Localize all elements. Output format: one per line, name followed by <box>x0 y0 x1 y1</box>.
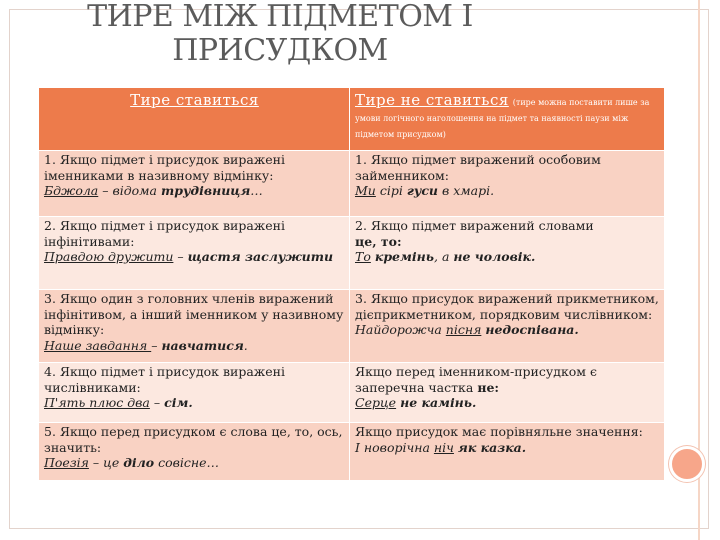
header-dash-used <box>39 88 350 151</box>
example-text: Найдорожча <box>355 322 446 337</box>
rule-keywords: не: <box>477 379 500 395</box>
predicate-word: щастя заслужити <box>187 249 334 264</box>
header-col1-label: Тире ставиться <box>130 91 259 109</box>
rule-cell-right <box>350 423 665 481</box>
subject-word: То <box>355 249 371 264</box>
subject-word: Бджола <box>44 183 99 198</box>
example-text: – це <box>88 455 124 470</box>
example-text: – <box>149 395 165 410</box>
table-row <box>39 423 665 481</box>
rule-example <box>44 338 345 354</box>
example-text: – <box>151 337 162 353</box>
predicate-word: не камінь. <box>400 395 477 410</box>
header-dash-not-used <box>350 88 665 151</box>
example-text: совісне… <box>154 455 220 470</box>
subject-word: Поезія <box>44 455 89 470</box>
example-text: , а <box>434 249 454 264</box>
rule-example <box>355 322 660 338</box>
table-header-row <box>39 88 665 151</box>
rule-text: 3. Якщо один з головних членів виражений інфінітивом, а інший іменником у називному відмінку: <box>44 291 344 337</box>
subject-word: П'ять плюс два <box>44 395 150 410</box>
rules-table <box>38 87 665 481</box>
example-text: – <box>173 249 188 264</box>
rule-cell-right <box>350 151 665 217</box>
example-text: . <box>243 337 248 353</box>
predicate-word: не чоловік. <box>453 249 536 264</box>
rule-text: Якщо перед іменником-присудком є заперечна частка <box>355 364 597 395</box>
rule-text: 5. Якщо перед присудком є слова це, то, ось, значить: <box>44 424 343 455</box>
predicate-word: навчатися <box>161 337 244 353</box>
predicate-word: сім. <box>164 395 193 410</box>
predicate-word: недоспівана. <box>485 322 579 337</box>
example-text: … <box>250 183 263 198</box>
table-row <box>39 363 665 423</box>
subject-word: ніч <box>433 439 454 455</box>
rule-example <box>355 183 660 199</box>
header-col2-note: (тире можна поставити лише за умови логічного наголошення на підмет та наявності паузи між підметом присудком) <box>355 98 650 139</box>
example-text: – відома <box>98 183 161 198</box>
rule-example <box>355 249 660 265</box>
rule-cell-right <box>350 217 665 290</box>
rule-example <box>355 440 660 456</box>
predicate-word: як казка. <box>457 439 527 455</box>
rule-cell-left <box>39 151 350 217</box>
example-text: сірі <box>375 183 407 198</box>
subject-word: Ми <box>355 183 376 198</box>
predicate-word: гуси <box>406 183 439 198</box>
subject-word: Правдою дружити <box>44 249 174 264</box>
subject-word: Наше завдання <box>44 337 152 353</box>
rule-text: 2. Якщо підмет виражений словами <box>355 218 594 233</box>
table-row <box>39 151 665 217</box>
rule-text: 1. Якщо підмет виражений особовим займенником: <box>355 152 601 183</box>
rule-example <box>355 395 660 411</box>
rule-text: 3. Якщо присудок виражений прикметником, дієприкметником, порядковим числівником: <box>355 291 659 322</box>
rule-cell-left <box>39 217 350 290</box>
rule-keywords: це, то: <box>355 233 402 249</box>
rule-cell-right <box>350 363 665 423</box>
subject-word: Серце <box>355 395 397 410</box>
table-row <box>39 290 665 363</box>
rule-text: 4. Якщо підмет і присудок виражені числівниками: <box>44 364 286 395</box>
rule-example <box>44 455 345 471</box>
rule-text: Якщо присудок має порівняльне значення: <box>355 424 643 439</box>
rule-cell-left <box>39 290 350 363</box>
example-text: в хмарі. <box>438 183 495 198</box>
table-row <box>39 217 665 290</box>
rule-text: 2. Якщо підмет і присудок виражені інфінітивами: <box>44 218 286 249</box>
rule-example <box>44 395 345 411</box>
slide-title: ТИРЕ МІЖ ПІДМЕТОМ І ПРИСУДКОМ <box>87 0 473 68</box>
rule-cell-right <box>350 290 665 363</box>
predicate-word: кремінь <box>374 249 435 264</box>
predicate-word: діло <box>123 455 155 470</box>
header-col2-label: Тире не ставиться <box>355 91 509 109</box>
rule-cell-left <box>39 423 350 481</box>
rule-example <box>44 183 345 199</box>
rule-example <box>44 249 345 265</box>
rule-text: 1. Якщо підмет і присудок виражені іменниками в називному відмінку: <box>44 152 286 183</box>
subject-word: пісня <box>445 322 482 337</box>
rule-cell-left <box>39 363 350 423</box>
predicate-word: трудівниця <box>160 183 251 198</box>
decorative-circle <box>669 446 705 482</box>
example-text: І новорічна <box>355 439 434 455</box>
